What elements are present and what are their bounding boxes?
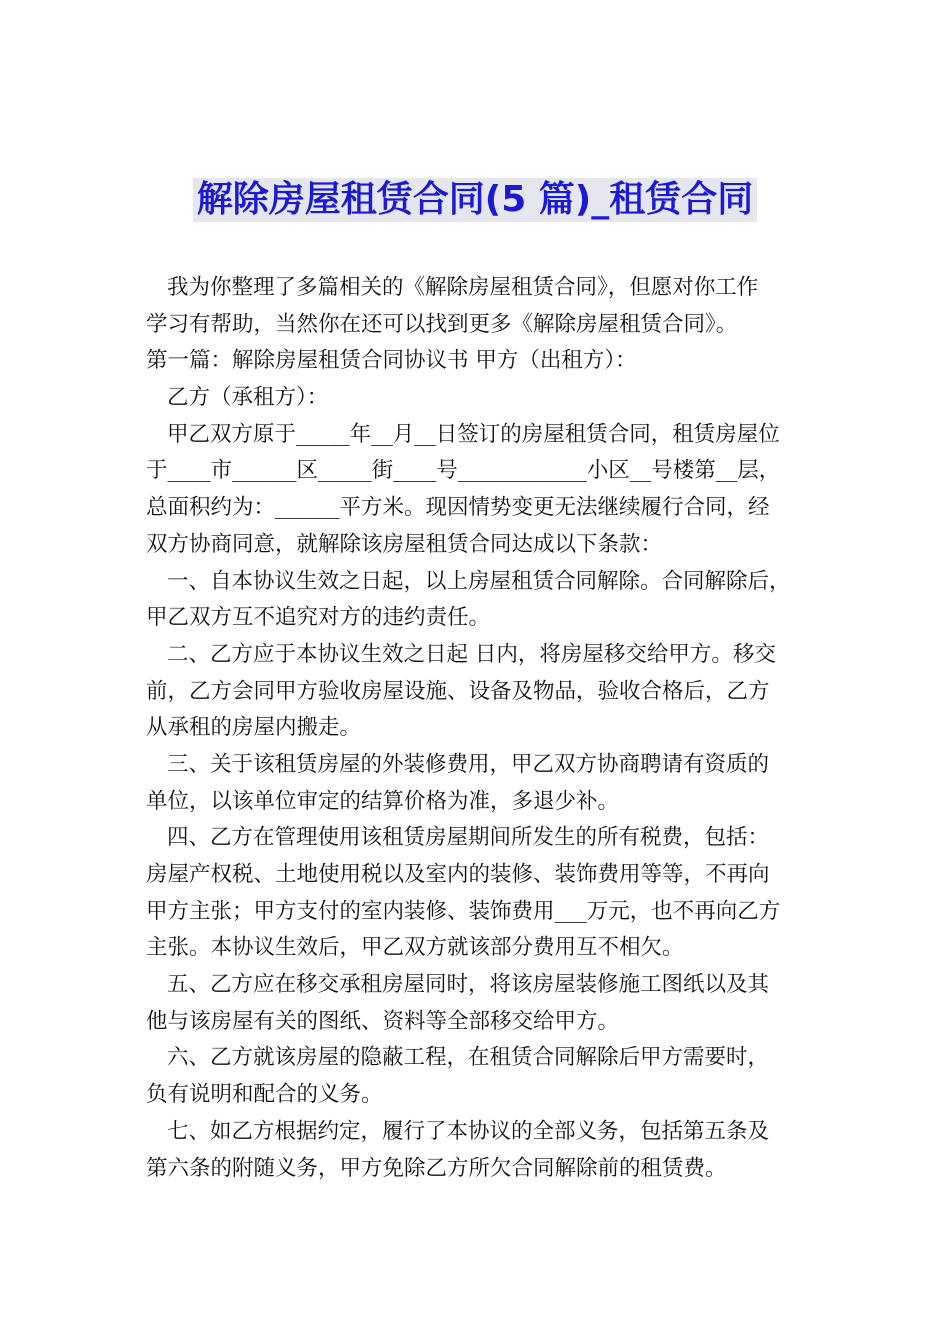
body-line: 从承租的房屋内搬走。 bbox=[146, 715, 362, 741]
body-line: 甲乙双方原于_____年__月__日签订的房屋租赁合同，租赁房屋位 bbox=[167, 421, 780, 447]
body-line: 乙方（承租方）： bbox=[167, 385, 329, 411]
document-title: 解除房屋租赁合同(5 篇)_租赁合同 bbox=[193, 178, 758, 222]
body-line: 负有说明和配合的义务。 bbox=[146, 1082, 383, 1108]
body-line: 四、乙方在管理使用该租赁房屋期间所发生的所有税费，包括： bbox=[167, 825, 770, 851]
document-body bbox=[146, 270, 810, 1187]
body-line: 我为你整理了多篇相关的《解除房屋租赁合同》，但愿对你工作 bbox=[167, 275, 759, 300]
body-line: 他与该房屋有关的图纸、资料等全部移交给甲方。 bbox=[146, 1008, 620, 1034]
body-line: 主张。本协议生效后，甲乙双方就该部分费用互不相欠。 bbox=[146, 935, 684, 961]
body-line: 六、乙方就该房屋的隐蔽工程，在租赁合同解除后甲方需要时， bbox=[167, 1045, 770, 1071]
body-line: 二、乙方应于本协议生效之日起 日内，将房屋移交给甲方。移交 bbox=[167, 641, 776, 667]
body-line: 五、乙方应在移交承租房屋同时，将该房屋装修施工图纸以及其 bbox=[167, 972, 770, 998]
body-line: 第一篇：解除房屋租赁合同协议书 甲方（出租方）： bbox=[146, 348, 637, 374]
body-line: 第六条的附随义务，甲方免除乙方所欠合同解除前的租赁费。 bbox=[146, 1155, 727, 1181]
body-line: 前，乙方会同甲方验收房屋设施、设备及物品，验收合格后，乙方 bbox=[146, 678, 770, 704]
body-line: 房屋产权税、土地使用税以及室内的装修、装饰费用等等，不再向 bbox=[146, 862, 770, 887]
title-container bbox=[0, 178, 950, 222]
body-line: 三、关于该租赁房屋的外装修费用，甲乙双方协商聘请有资质的 bbox=[167, 751, 770, 777]
body-line: 单位，以该单位审定的结算价格为准，多退少补。 bbox=[146, 788, 620, 814]
body-line: 双方协商同意，就解除该房屋租赁合同达成以下条款： bbox=[146, 531, 663, 557]
body-line: 一、自本协议生效之日起，以上房屋租赁合同解除。合同解除后， bbox=[167, 568, 791, 594]
body-line: 总面积约为：______平方米。现因情势变更无法继续履行合同，经 bbox=[146, 495, 770, 521]
body-line: 七、如乙方根据约定，履行了本协议的全部义务，包括第五条及 bbox=[167, 1118, 770, 1144]
body-line: 甲方主张；甲方支付的室内装修、装饰费用___万元，也不再向乙方 bbox=[146, 898, 781, 924]
body-line: 甲乙双方互不追究对方的违约责任。 bbox=[146, 605, 491, 631]
body-line: 于____市______区_____街____号____________小区__号楼第__层， bbox=[146, 458, 781, 484]
body-line: 学习有帮助，当然你在还可以找到更多《解除房屋租赁合同》。 bbox=[146, 311, 738, 337]
